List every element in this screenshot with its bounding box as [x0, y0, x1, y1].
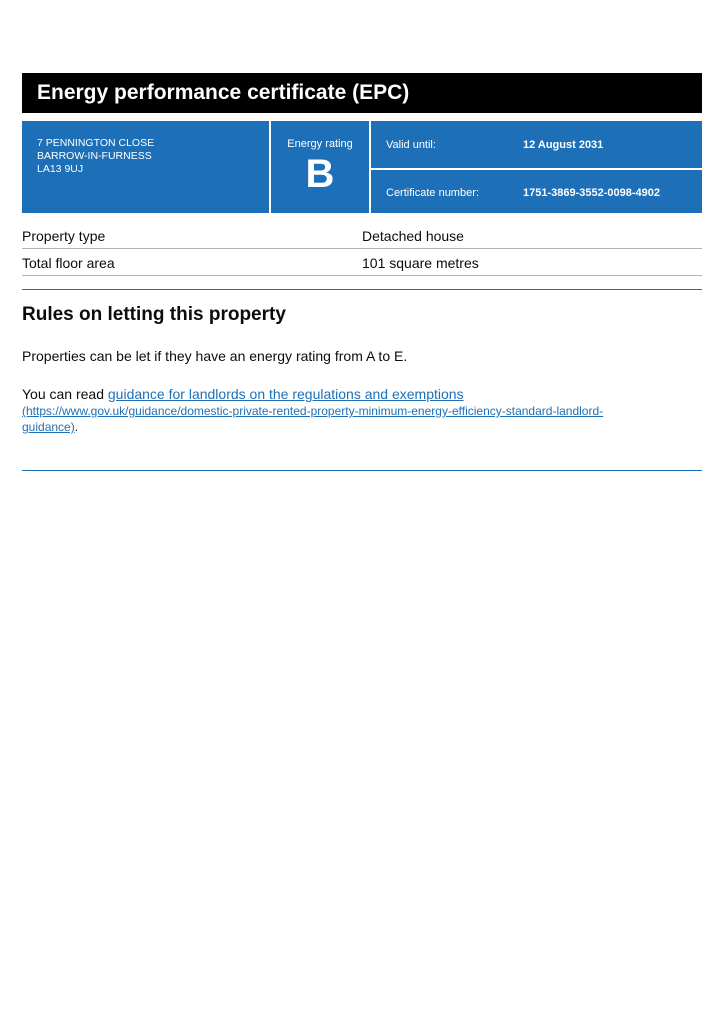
energy-rating-value: B — [305, 152, 335, 196]
guidance-prefix: You can read — [22, 386, 108, 402]
floor-area-label: Total floor area — [22, 255, 115, 271]
guidance-url-link-1[interactable]: (https://www.gov.uk/guidance/domestic-private-rented-property-minimum-energy-efficiency-standard-landlord- — [22, 404, 604, 418]
address-postcode: LA13 9UJ — [37, 163, 84, 175]
address-line-1: 7 PENNINGTON CLOSE — [37, 137, 155, 149]
floor-area-row — [22, 249, 702, 276]
rules-heading: Rules on letting this property — [22, 304, 286, 325]
valid-until-panel — [371, 121, 702, 168]
address-line-2: BARROW-IN-FURNESS — [37, 150, 152, 162]
guidance-url-link-2[interactable]: guidance) — [22, 420, 75, 434]
title-banner — [22, 73, 702, 113]
energy-rating-panel — [271, 121, 369, 213]
property-type-value: Detached house — [362, 228, 464, 244]
guidance-url-suffix: . — [74, 420, 79, 434]
valid-until-value: 12 August 2031 — [523, 139, 604, 151]
guidance-sentence — [22, 385, 702, 403]
valid-until-label: Valid until: — [386, 139, 436, 151]
section-divider-top — [22, 289, 702, 290]
rules-intro: Properties can be let if they have an energy rating from A to E. — [22, 348, 408, 364]
energy-rating-label: Energy rating — [287, 138, 353, 150]
page-title: Energy performance certificate (EPC) — [37, 81, 410, 104]
property-type-label: Property type — [22, 228, 106, 244]
certificate-number-value: 1751-3869-3552-0098-4902 — [523, 187, 661, 199]
certificate-number-label: Certificate number: — [386, 187, 479, 199]
guidance-link[interactable]: guidance for landlords on the regulations and exemptions — [107, 386, 464, 402]
guidance-url-line-1[interactable] — [22, 403, 702, 419]
certificate-number-panel — [371, 170, 702, 213]
property-type-row — [22, 222, 702, 249]
address-panel — [22, 121, 269, 213]
guidance-url-line-2 — [22, 419, 702, 435]
section-divider-bottom — [22, 470, 702, 471]
floor-area-value: 101 square metres — [362, 255, 479, 271]
